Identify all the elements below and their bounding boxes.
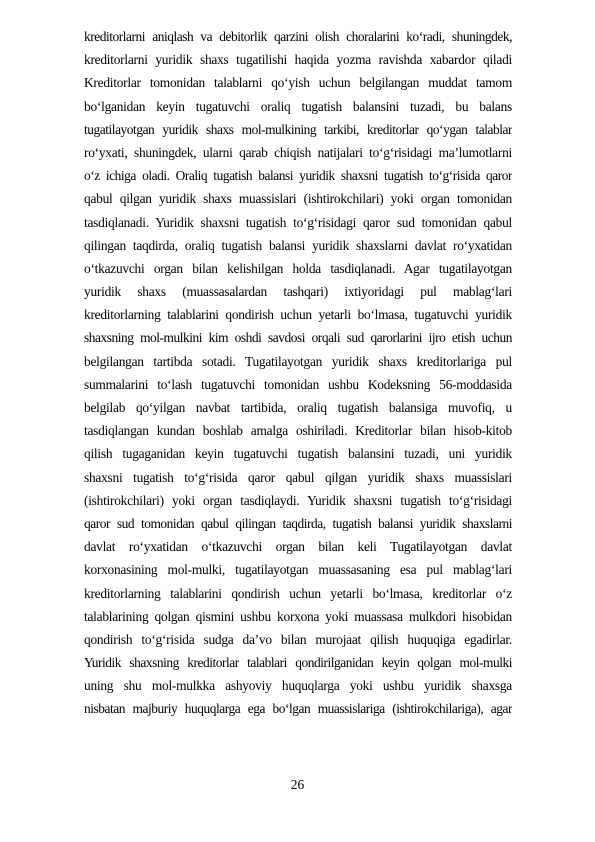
text-line: shaxsning mol-mulkini kim oshdi savdosi orqali sud qarorlarini ijro etish uchun	[84, 330, 512, 346]
text-line: kreditorlarning talablarini qondirish uchun yetarli bo‘lmasa, tugatuvchi yuridik	[84, 307, 512, 323]
text-line: yuridik shaxs (muassasalardan tashqari) ixtiyoridagi pul mablag‘lari	[84, 284, 512, 300]
text-line: davlat ro‘yxatidan o‘tkazuvchi organ bilan keli Tugatilayotgan davlat	[84, 539, 512, 555]
text-line: o‘tkazuvchi organ bilan kelishilgan holda tasdiqlanadi. Agar tugatilayotgan	[84, 260, 512, 276]
text-line: tugatilayotgan yuridik shaxs mol-mulkining tarkibi, kreditorlar qo‘ygan talablar	[84, 121, 512, 137]
text-line: bo‘lganidan keyin tugatuvchi oraliq tugatish balansini tuzadi, bu balans	[84, 98, 512, 114]
text-line: Kreditorlar tomonidan talablarni qo‘yish uchun belgilangan muddat tamom	[84, 75, 512, 91]
text-line: kreditorlarning talablarini qondirish uchun yetarli bo‘lmasa, kreditorlar o‘z	[84, 585, 512, 601]
text-line: belgilab qo‘yilgan navbat tartibida, oraliq tugatish balansiga muvofiq, u	[84, 400, 512, 415]
text-line: qaror sud tomonidan qabul qilingan taqdirda, tugatish balansi yuridik shaxslarni	[84, 515, 512, 531]
text-line: ro‘yxati, shuningdek, ularni qarab chiqish natijalari to‘g‘risidagi ma’lumotlarni	[84, 144, 512, 160]
text-line: uning shu mol-mulkka ashyoviy huquqlarga yoki ushbu yuridik shaxsga	[84, 678, 512, 694]
text-line: kreditorlarni aniqlash va debitorlik qarzini olish choralarini ko‘radi, shuningdek,	[84, 29, 512, 44]
text-line: belgilangan tartibda sotadi. Tugatilayotgan yuridik shaxs kreditorlariga pul	[84, 353, 512, 369]
text-line: qilingan taqdirda, oraliq tugatish balansi yuridik shaxslarni davlat ro‘yxatidan	[84, 237, 512, 253]
text-line: Yuridik shaxsning kreditorlar talablari qondirilganidan keyin qolgan mol-mulki	[84, 655, 512, 671]
text-line: nisbatan majburiy huquqlarga ega bo‘lgan muassislariga (ishtirokchilariga), agar	[84, 701, 512, 717]
text-line: korxonasining mol-mulki, tugatilayotgan muassasaning esa pul mablag‘lari	[84, 562, 512, 578]
body-text	[84, 25, 512, 721]
text-line: talablarining qolgan qismini ushbu korxona yoki muassasa mulkdori hisobidan	[84, 608, 512, 624]
text-line: (ishtirokchilari) yoki organ tasdiqlaydi. Yuridik shaxsni tugatish to‘g‘risidagi	[84, 492, 512, 508]
text-line: kreditorlarni yuridik shaxs tugatilishi haqida yozma ravishda xabardor qiladi	[84, 52, 512, 68]
text-line: qabul qilgan yuridik shaxs muassislari (ishtirokchilari) yoki organ tomonidan	[84, 191, 512, 207]
text-line: qilish tugaganidan keyin tugatuvchi tugatish balansini tuzadi, uni yuridik	[84, 446, 512, 462]
text-line: o‘z ichiga oladi. Oraliq tugatish balansi yuridik shaxsni tugatish to‘g‘risida qaror	[84, 168, 512, 184]
text-line: summalarini to‘lash tugatuvchi tomonidan ushbu Kodeksning 56-moddasida	[84, 376, 512, 392]
text-line: tasdiqlanadi. Yuridik shaxsni tugatish to‘g‘risidagi qaror sud tomonidan qabul	[84, 214, 512, 230]
text-line: qondirish to‘g‘risida sudga da’vo bilan murojaat qilish huquqiga egadirlar.	[84, 631, 512, 647]
page-number: 26	[290, 777, 305, 792]
text-line: shaxsni tugatish to‘g‘risida qaror qabul qilgan yuridik shaxs muassislari	[84, 469, 512, 485]
text-line: tasdiqlangan kundan boshlab amalga oshiriladi. Kreditorlar bilan hisob-kitob	[84, 423, 512, 439]
